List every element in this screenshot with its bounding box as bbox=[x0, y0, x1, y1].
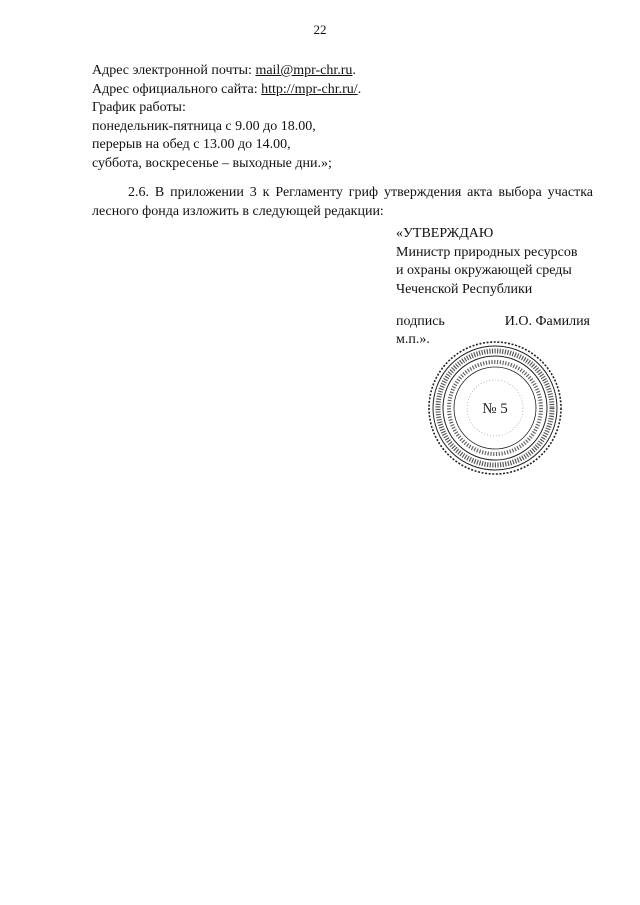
page-number: 22 bbox=[313, 22, 327, 37]
stamp-number: № 5 bbox=[482, 401, 508, 417]
approval-position-line-3: Чеченской Республики bbox=[396, 281, 533, 297]
email-link[interactable]: mail@mpr-chr.ru bbox=[255, 63, 353, 78]
website-link[interactable]: http://mpr-chr.ru/ bbox=[261, 81, 358, 97]
schedule-weekdays: понедельник-пятница с 9.00 до 18.00, bbox=[92, 118, 316, 134]
approval-position-line-2: и охраны окружающей среды bbox=[396, 263, 572, 278]
website-label: Адрес официального сайта: bbox=[92, 81, 262, 97]
amendment-paragraph: 2.6. В приложении 3 к Регламенту гриф утверждения акта выбора участка лесного фонда изложить в следующей редакции: bbox=[92, 185, 593, 219]
seal-label: м.п.». bbox=[396, 332, 430, 347]
email-line bbox=[92, 62, 361, 81]
email-period: . bbox=[352, 63, 356, 78]
signatory-name: И.О. Фамилия bbox=[504, 314, 590, 329]
website-period: . bbox=[357, 81, 362, 97]
approval-heading: «УТВЕРЖДАЮ bbox=[396, 226, 494, 241]
schedule-weekend: суббота, воскресенье – выходные дни.»; bbox=[92, 155, 332, 171]
official-stamp bbox=[427, 340, 563, 476]
schedule-title: График работы: bbox=[92, 100, 186, 115]
approval-block bbox=[396, 225, 577, 299]
approval-position-line-1: Министр природных ресурсов bbox=[396, 244, 578, 260]
email-label: Адрес электронной почты: bbox=[92, 63, 256, 78]
contacts-block bbox=[92, 62, 361, 173]
schedule-lunch: перерыв на обед с 13.00 до 14.00, bbox=[92, 137, 291, 152]
signature-label: подпись bbox=[396, 314, 445, 329]
website-line bbox=[92, 81, 361, 100]
